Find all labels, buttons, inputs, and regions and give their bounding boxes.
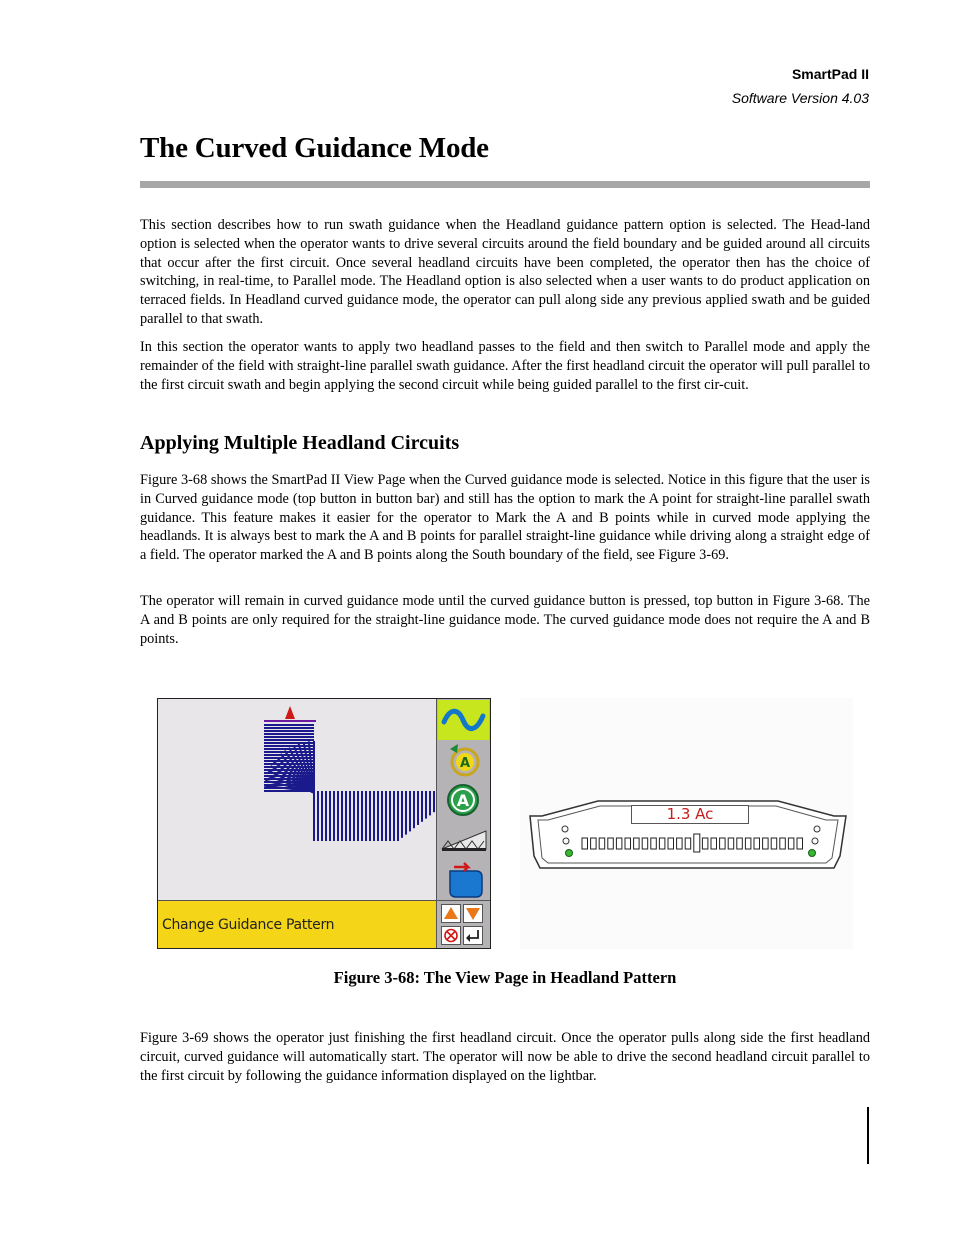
- curved-guidance-icon: [438, 700, 489, 740]
- view-page-screen: [157, 698, 491, 949]
- change-bar: [867, 1107, 869, 1164]
- headland-pattern-icon: [438, 859, 489, 899]
- arrow-up-button[interactable]: [441, 904, 461, 923]
- figure-caption: Figure 3-68: The View Page in Headland Pattern: [333, 968, 677, 987]
- guidance-led: [642, 838, 648, 849]
- button-bar: [436, 699, 490, 900]
- guidance-led: [668, 838, 674, 849]
- section-paragraph-1: Figure 3-68 shows the SmartPad II View Page when the Curved guidance mode is selected. Notice in this figure that the user is in Curved guidance mode (top button in button bar) and still has the option to mark the A point for straight-line parallel swath guidance. This feature makes it easier for the operator to Mark the A and B points while in curved mode applying the headlands. It is always best to mark the A and B points for parallel straight-line guidance while driving along a straight edge of a field. The operator marked the A and B points along the South boundary of the field, see Figure 3-69.: [140, 472, 870, 564]
- control-bar: [436, 900, 490, 948]
- arrow-down-button[interactable]: [463, 904, 483, 923]
- boom-section-icon: [438, 821, 489, 861]
- indicator-led: [814, 826, 820, 832]
- vehicle-marker: [285, 706, 295, 719]
- headland-pattern-button[interactable]: [438, 859, 489, 899]
- guidance-led: [720, 838, 726, 849]
- a-point-icon: [438, 781, 489, 821]
- header-product: SmartPad II: [791, 66, 869, 82]
- guidance-led: [591, 838, 597, 849]
- arrow-up-icon: [441, 904, 461, 923]
- header-version: Software Version 4.03: [731, 90, 869, 106]
- guidance-led: [711, 838, 717, 849]
- svg-text:A: A: [459, 756, 471, 771]
- status-bar: [158, 900, 436, 948]
- center-led: [694, 834, 700, 852]
- svg-text:A: A: [456, 791, 470, 810]
- section-paragraph-2: The operator will remain in curved guidance mode until the curved guidance button is pressed, top button in Figure 3-68. The A and B points are only required for the straight-line guidance mode. The curved guidance mode does not require the A and B points.: [140, 593, 870, 647]
- guidance-led: [659, 838, 665, 849]
- guidance-led: [702, 838, 708, 849]
- enter-button[interactable]: [463, 926, 483, 945]
- indicator-led: [566, 850, 573, 857]
- a-point-rotate-icon: [438, 741, 489, 781]
- closing-paragraph: Figure 3-69 shows the operator just finishing the first headland circuit. Once the operator pulls along side the first headland circuit, curved guidance will automatically start. The operator will now be able to drive the second headland circuit parallel to the first circuit by following the guidance information displayed on the lightbar.: [140, 1030, 870, 1084]
- guidance-led: [608, 838, 614, 849]
- guidance-led: [616, 838, 622, 849]
- guidance-led: [797, 838, 803, 849]
- guidance-led: [599, 838, 605, 849]
- indicator-led: [562, 826, 568, 832]
- curved-guidance-button[interactable]: [438, 700, 489, 740]
- a-point-rotate-button[interactable]: [438, 741, 489, 781]
- cancel-icon: [441, 926, 461, 945]
- guidance-led: [634, 838, 640, 849]
- indicator-led: [809, 850, 816, 857]
- guidance-led: [754, 838, 760, 849]
- cancel-button[interactable]: [441, 926, 461, 945]
- guidance-led: [625, 838, 631, 849]
- guidance-led: [745, 838, 751, 849]
- guidance-led: [771, 838, 777, 849]
- section-heading: Applying Multiple Headland Circuits: [140, 432, 460, 454]
- guidance-led: [780, 838, 786, 849]
- title-rule: [140, 181, 870, 188]
- status-text: Change Guidance Pattern: [162, 917, 335, 933]
- guidance-led: [763, 838, 769, 849]
- guidance-led: [651, 838, 657, 849]
- boom-section-button[interactable]: [438, 821, 489, 861]
- lightbar-readout: 1.3 Ac: [631, 805, 749, 824]
- enter-icon: [463, 926, 483, 945]
- guidance-led: [728, 838, 734, 849]
- guidance-led: [685, 838, 691, 849]
- a-point-button[interactable]: [438, 781, 489, 821]
- intro-paragraph-1: This section describes how to run swath guidance when the Headland guidance pattern option is selected. The Head-land option is selected when the operator wants to drive several circuits around the field boundary and be guided around all circuits that occur after the first circuit. Once several headland circuits have been completed, the operator then has the choice of switching, in real-time, to Parallel mode. The Headland option is also selected when a user wants to do product application on terraced fields. In Headland curved guidance mode, the operator can pull along side any previous applied swath and be guided parallel to that swath.: [140, 217, 870, 327]
- guidance-led: [677, 838, 683, 849]
- guidance-led: [788, 838, 794, 849]
- map-view[interactable]: [158, 699, 436, 900]
- indicator-led: [563, 838, 569, 844]
- indicator-led: [812, 838, 818, 844]
- guidance-led: [582, 838, 588, 849]
- arrow-down-icon: [463, 904, 483, 923]
- intro-paragraph-2: In this section the operator wants to apply two headland passes to the field and then switch to Parallel mode and apply the remainder of the field with straight-line parallel swath guidance. After the first headland circuit the operator will pull parallel to the first circuit swath and begin applying the second circuit while being guided parallel to the first cir-cuit.: [140, 339, 870, 393]
- page-title: The Curved Guidance Mode: [140, 132, 489, 164]
- guidance-led: [737, 838, 743, 849]
